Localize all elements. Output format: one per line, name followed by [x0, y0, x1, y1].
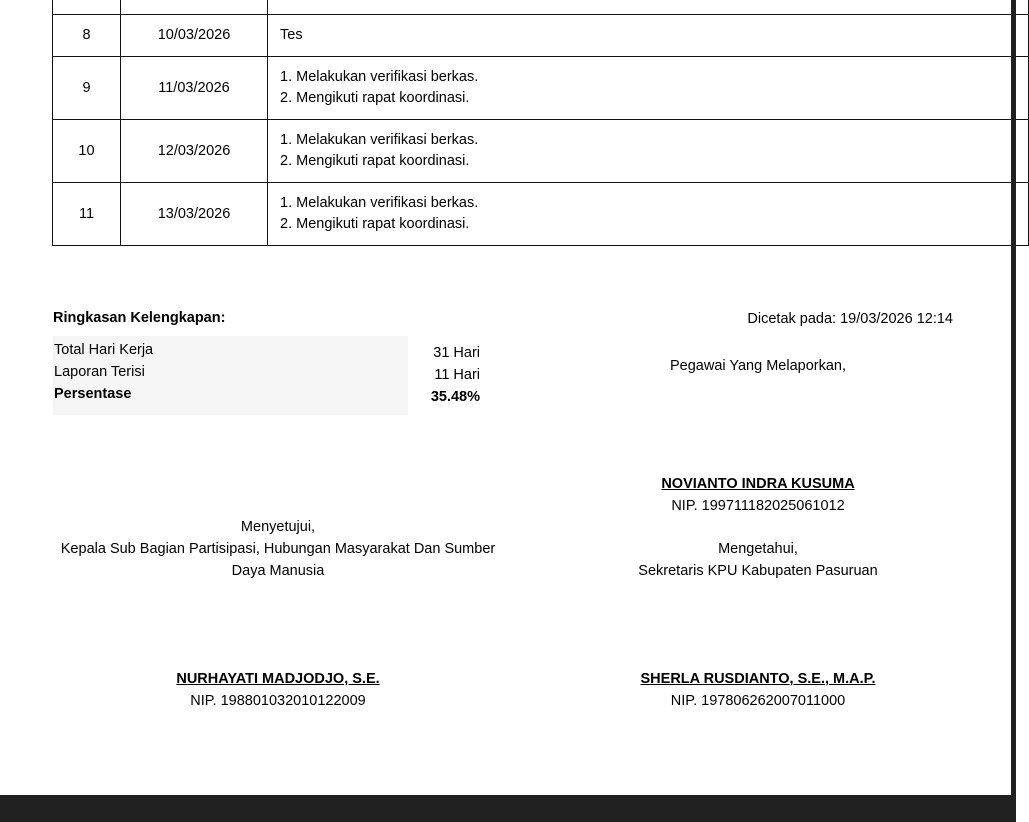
signature-nip: NIP. 199711182025061012 [671, 497, 845, 514]
cell-activity [268, 57, 1029, 120]
activity-line: 2. Mengikuti rapat koordinasi. [280, 216, 470, 233]
summary-values [408, 342, 480, 408]
activity-line: 2. Mengikuti rapat koordinasi. [280, 90, 470, 107]
summary-row [53, 342, 408, 364]
summary-value: 31 Hari [433, 345, 480, 361]
cell-no: 8 [53, 15, 121, 57]
activity-line: 2. Mengikuti rapat koordinasi. [280, 153, 470, 170]
signature-role-line: Menyetujui, [240, 519, 316, 535]
table-row [53, 15, 1029, 57]
signature-nip: NIP. 198801032010122009 [190, 692, 366, 709]
summary-row [53, 386, 408, 408]
signature-role-line: Sekretaris KPU Kabupaten Pasuruan [638, 562, 878, 579]
table-row [53, 183, 1029, 246]
signature-role-line: Kepala Sub Bagian Partisipasi, Hubungan Masyarakat Dan Sumber [60, 540, 496, 557]
signature-approver-identity [28, 669, 528, 713]
window-chrome-bottom-bar [0, 795, 1016, 822]
activity-line: 1. Melakukan verifikasi berkas. [280, 132, 479, 149]
printed-on-stamp: Dicetak pada: 19/03/2026 12:14 [747, 311, 953, 327]
signature-role-line: Daya Manusia [231, 562, 325, 579]
summary-value: 11 Hari [434, 367, 480, 383]
cell-activity [268, 120, 1029, 183]
activity-table-container [52, 0, 953, 246]
table-row [53, 120, 1029, 183]
cell-no [53, 0, 121, 15]
activity-line: Tes [280, 27, 303, 44]
activity-table [52, 0, 1029, 246]
signature-approver-role [28, 517, 528, 582]
summary-value: 35.48% [430, 389, 480, 405]
summary-label: Laporan Terisi [54, 364, 145, 380]
signature-name: SHERLA RUSDIANTO, S.E., M.A.P. [640, 671, 876, 687]
signature-name: NOVIANTO INDRA KUSUMA [661, 476, 855, 492]
signature-knower-role [568, 539, 948, 583]
cell-date: 10/03/2026 [121, 15, 268, 57]
summary-label: Persentase [54, 386, 132, 402]
signature-name: NURHAYATI MADJODJO, S.E. [176, 671, 380, 687]
cell-date: 12/03/2026 [121, 120, 268, 183]
signature-reporter-identity [568, 474, 948, 518]
summary-title: Ringkasan Kelengkapan: [53, 310, 226, 326]
table-row [53, 0, 1029, 15]
signature-reporter-role [568, 356, 948, 378]
summary-label: Total Hari Kerja [54, 342, 154, 358]
summary-box [53, 336, 408, 415]
signature-role-line: Mengetahui, [718, 541, 798, 557]
signature-knower-identity [568, 669, 948, 713]
signature-nip: NIP. 197806262007011000 [670, 692, 846, 709]
table-row [53, 57, 1029, 120]
cell-activity [268, 0, 1029, 15]
cell-no: 9 [53, 57, 121, 120]
cell-no: 11 [53, 183, 121, 246]
cell-activity [268, 15, 1029, 57]
cell-date [121, 0, 268, 15]
window-chrome-right-edge [1011, 0, 1016, 822]
cell-no: 10 [53, 120, 121, 183]
cell-activity [268, 183, 1029, 246]
signature-role-line: Pegawai Yang Melaporkan, [670, 358, 846, 374]
cell-date: 11/03/2026 [121, 57, 268, 120]
activity-line [280, 0, 1016, 4]
activity-line: 1. Melakukan verifikasi berkas. [280, 69, 479, 86]
activity-line: 1. Melakukan verifikasi berkas. [280, 195, 479, 212]
cell-date: 13/03/2026 [121, 183, 268, 246]
summary-row [53, 364, 408, 386]
activity-table-body [53, 0, 1029, 246]
